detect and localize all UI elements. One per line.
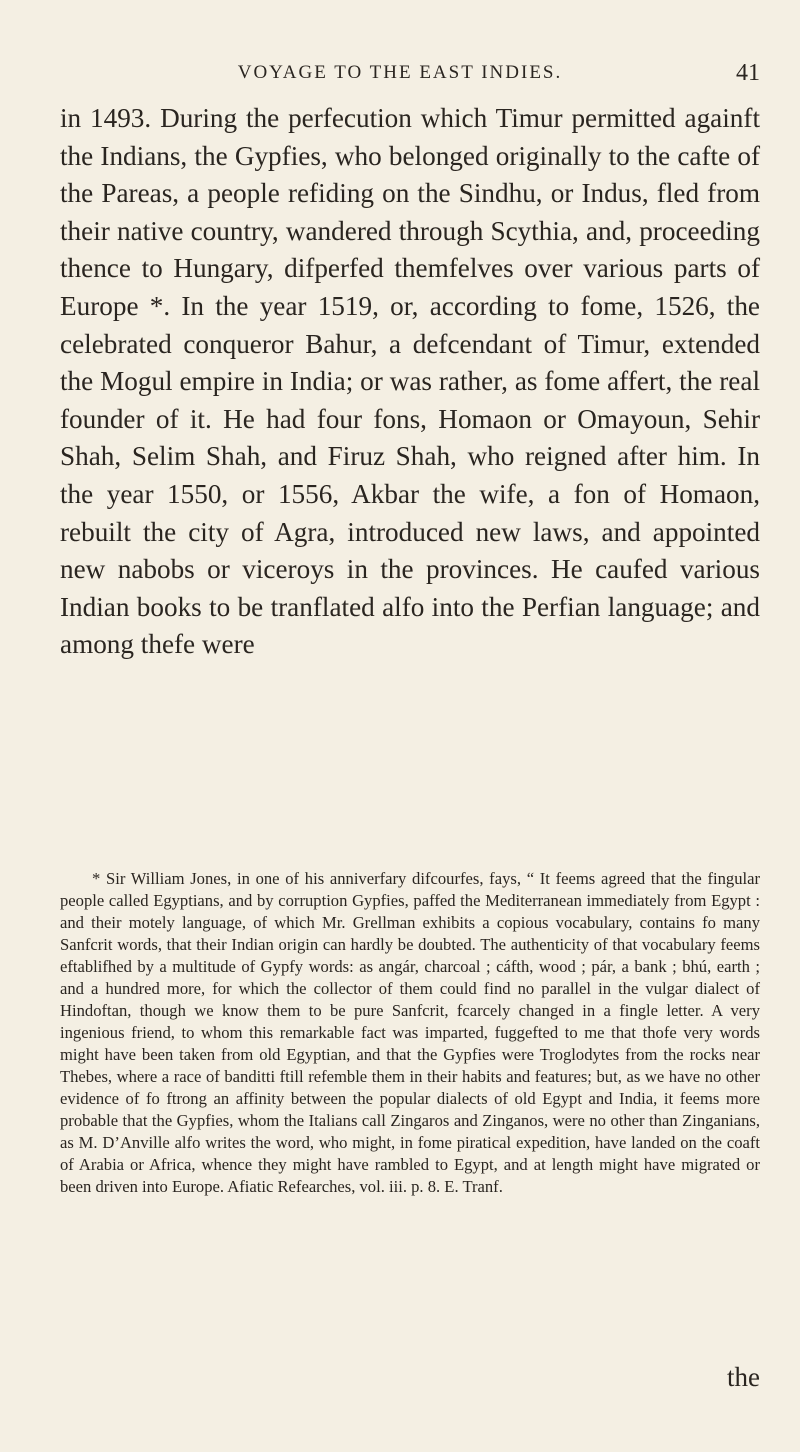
- running-head: VOYAGE TO THE EAST INDIES.: [237, 62, 563, 83]
- book-page: [40, 0, 760, 1452]
- body-paragraph: in 1493. During the perfecution which Timur permitted againft the Indians, the Gypfies, who belonged originally to the cafte of the Pareas, a people refiding on the Sindhu, or Indus, fled from their native country, wandered through Scythia, and, proceeding thence to Hungary, difperfed themfelves over various parts of Europe *. In the year 1519, or, according to fome, 1526, the celebrated conqueror Bahur, a defcendant of Timur, extended the Mogul empire in India; or was rather, as fome affert, the real founder of it. He had four fons, Homaon or Omayoun, Sehir Shah, Selim Shah, and Firuz Shah, who reigned after him. In the year 1550, or 1556, Akbar the wife, a fon of Homaon, rebuilt the city of Agra, introduced new laws, and appointed new nabobs or viceroys in the provinces. He caufed various Indian books to be tranflated alfo into the Perfian language; and among thefe were: [60, 103, 760, 660]
- page-header: [40, 62, 760, 92]
- catchword: the: [727, 1362, 760, 1392]
- footnote: * Sir William Jones, in one of his anniverfary difcourfes, fays, “ It feems agreed that the fingular people called Egyptians, and by corruption Gypfies, paffed the Mediterranean immediately from Egypt : and their motely language, of which Mr. Grellman exhibits a copious vocabulary, contains fo many Sanfcrit words, that their Indian origin can hardly be doubted. The authenticity of that vocabulary feems eftablifhed by a multitude of Gypfy words: as angár, charcoal ; cáfth, wood ; pár, a bank ; bhú, earth ; and a hundred more, for which the collector of them could find no parallel in the vulgar dialect of Hindoftan, though we know them to be pure Sanfcrit, fcarcely changed in a fingle letter. A very ingenious friend, to whom this remarkable fact was imparted, fuggefted to me that thofe very words might have been taken from old Egyptian, and that the Gypfies were Troglodytes from the rocks near Thebes, where a race of banditti ftill refemble them in their habits and features; but, as we have no other evidence of fo ftrong an affinity between the popular dialects of old Egypt and India, it feems more probable that the Gypfies, whom the Italians call Zingaros and Zinganos, were no other than Zinganians, as M. D’Anville alfo writes the word, who might, in fome piratical expedition, have landed on the coaft of Arabia or Africa, whence they might have rambled to Egypt, and at length might have migrated or been driven into Europe. Afiatic Refearches, vol. iii. p. 8. E. Tranf.: [60, 869, 760, 1196]
- page-number: 41: [736, 60, 760, 86]
